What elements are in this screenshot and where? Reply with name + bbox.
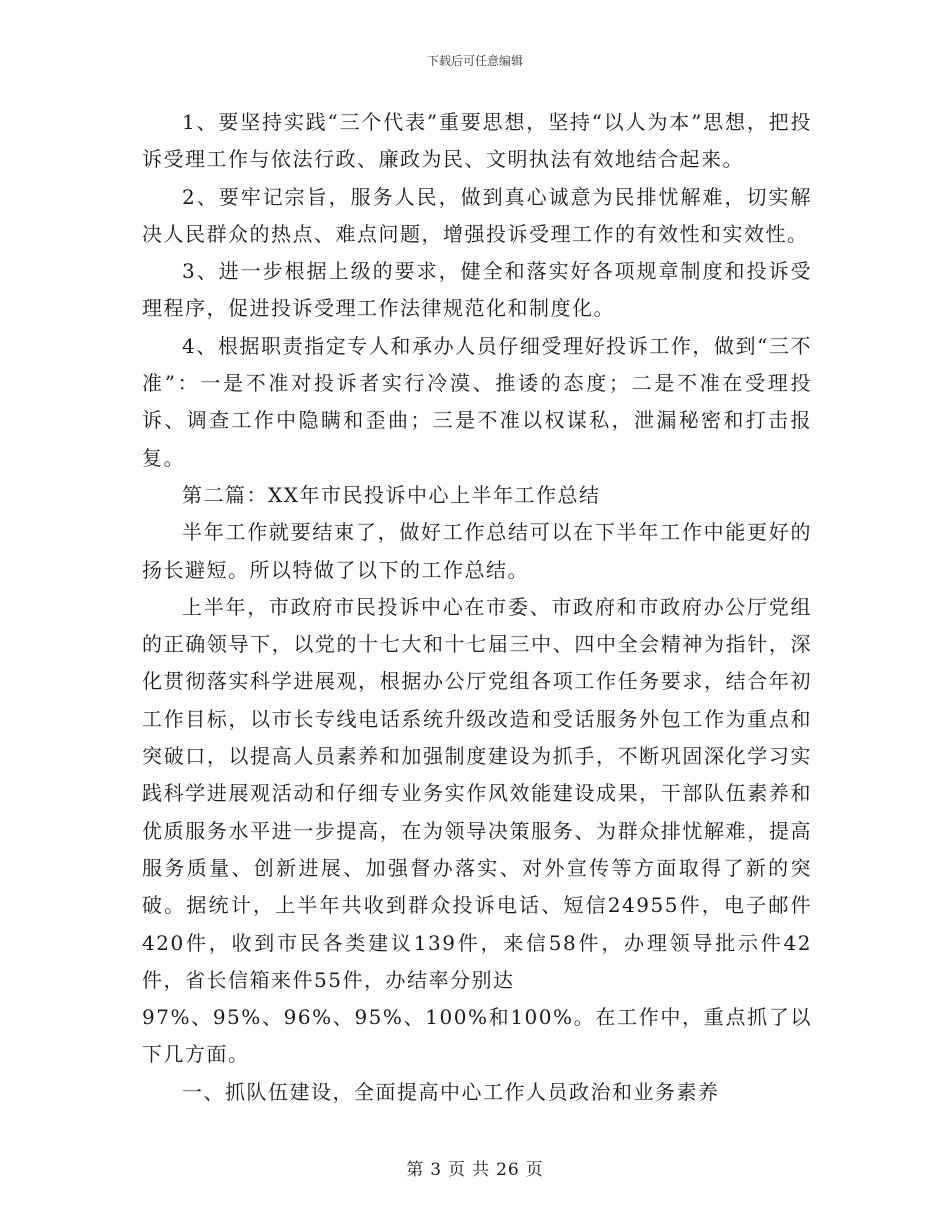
footer-total-unit: 页: [525, 1160, 544, 1180]
paragraph-intro: 半年工作就要结束了，做好工作总结可以在下半年工作中能更好的扬长避短。所以特做了以下的工作总结。: [142, 520, 812, 582]
paragraph-rates: 97%、95%、96%、95%、100%和100%。在工作中，重点抓了以下几方面。: [142, 1005, 812, 1067]
paragraph-principle-2: 2、要牢记宗旨，服务人民，做到真心诚意为民排忧解难，切实解决人民群众的热点、难点问题，增强投诉受理工作的有效性和实效性。: [142, 184, 812, 246]
paragraph-principle-1: 1、要坚持实践“三个代表”重要思想，坚持“以人为本”思想，把投诉受理工作与依法行政、廉政为民、文明执法有效地结合起来。: [142, 110, 812, 172]
footer-page-number: 3: [430, 1160, 443, 1180]
subsection-heading: 一、抓队伍建设，全面提高中心工作人员政治和业务素养: [182, 1079, 720, 1104]
footer-total-label: 共: [472, 1160, 491, 1180]
footer-page-label: 第: [406, 1160, 425, 1180]
paragraph-principle-3: 3、进一步根据上级的要求，健全和落实好各项规章制度和投诉受理程序，促进投诉受理工作法律规范化和制度化。: [142, 259, 812, 321]
document-body: [142, 104, 812, 1111]
paragraph-principle-4: 4、根据职责指定专人和承办人员仔细受理好投诉工作，做到“三不准”：一是不准对投诉者实行冷漠、推诿的态度；二是不准在受理投诉、调查工作中隐瞒和歪曲；三是不准以权谋私，泄漏秘密和打击报复。: [142, 333, 812, 470]
page-header: 下载后可任意编辑: [426, 54, 523, 68]
section-heading: 第二篇：XX年市民投诉中心上半年工作总结: [182, 482, 601, 507]
paragraph-summary: 上半年，市政府市民投诉中心在市委、市政府和市政府办公厅党组的正确领导下，以党的十七大和十七届三中、四中全会精神为指针，深化贯彻落实科学进展观，根据办公厅党组各项工作任务要求，结合年初工作目标，以市长专线电话系统升级改造和受话服务外包工作为重点和突破口，以提高人员素养和加强制度建设为抓手，不断巩固深化学习实践科学进展观活动和仔细专业务实作风效能建设成果，干部队伍素养和优质服务水平进一步提高，在为领导决策服务、为群众排忧解难，提高服务质量、创新进展、加强督办落实、对外宣传等方面取得了新的突破。据统计，上半年共收到群众投诉电话、短信24955件，电子邮件420件，收到市民各类建议139件，来信58件，办理领导批示件42件，省长信箱来件55件，办结率分别达: [142, 594, 812, 992]
footer-page-unit: 页: [448, 1160, 467, 1180]
page-footer: [0, 1155, 950, 1180]
footer-total-number: 26: [496, 1160, 520, 1180]
